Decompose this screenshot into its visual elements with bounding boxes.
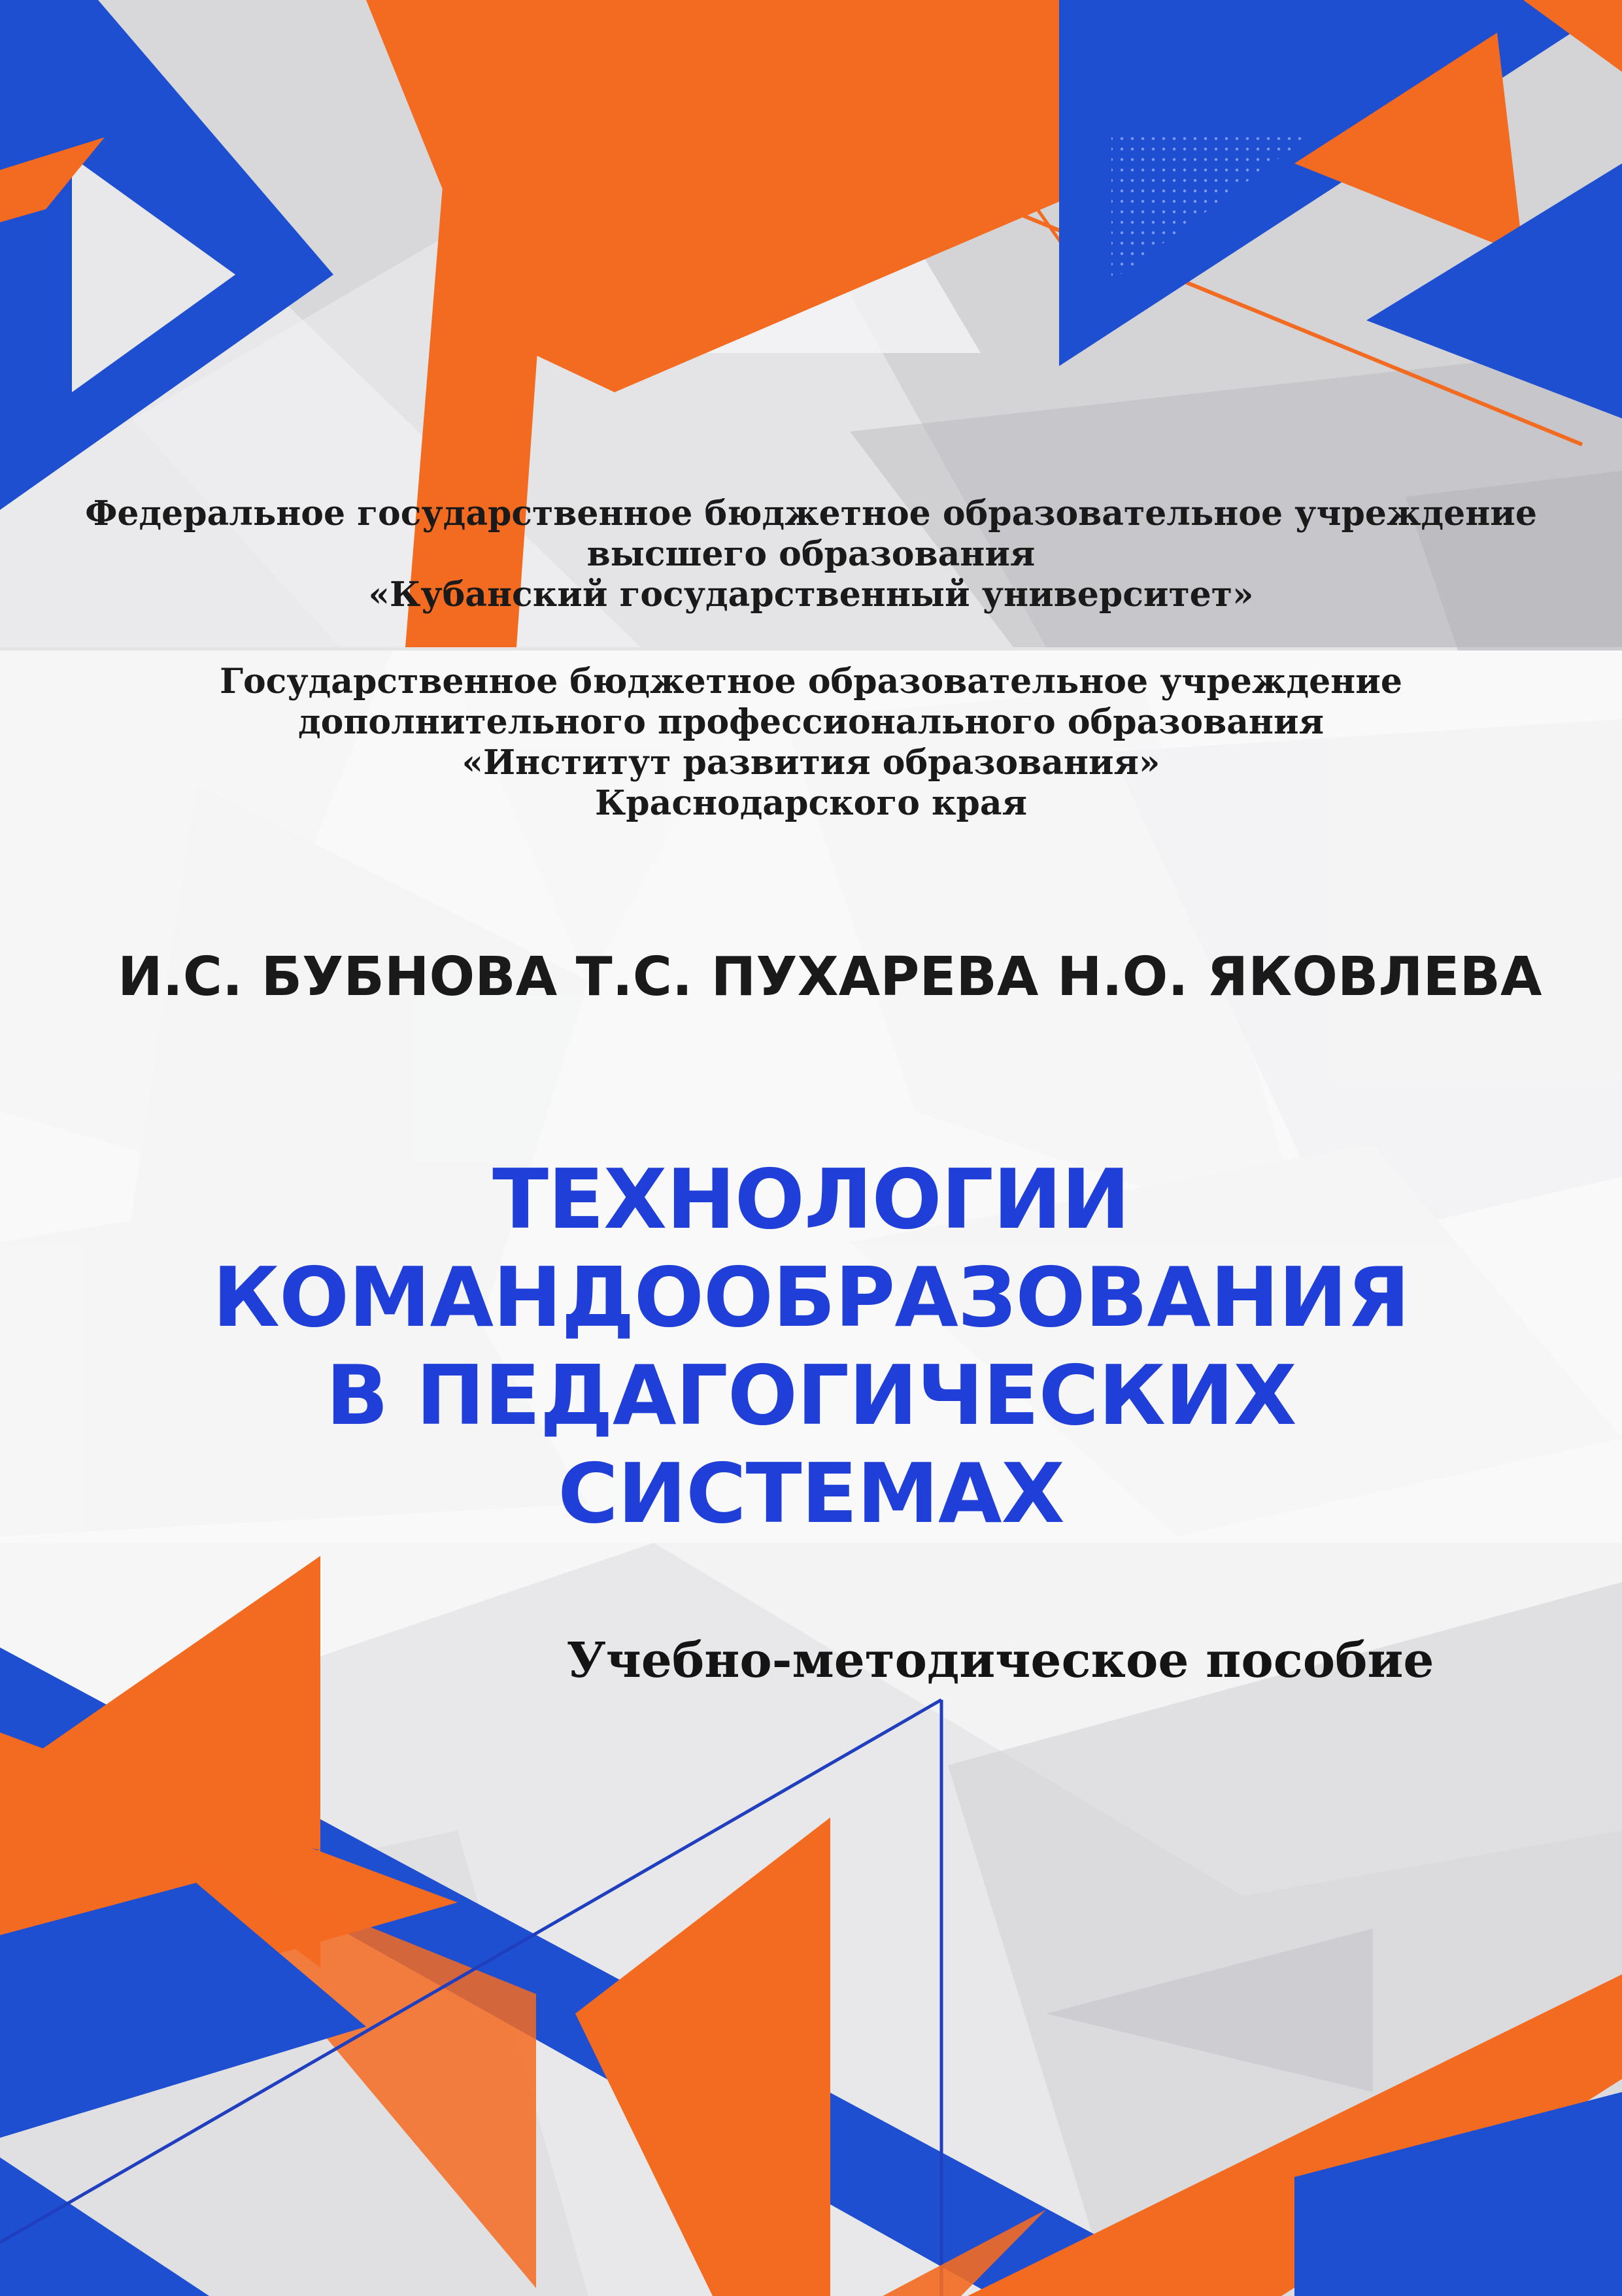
book-type: Учебно-методическое пособие bbox=[566, 1632, 1434, 1689]
title-line: В ПЕДАГОГИЧЕСКИХ bbox=[326, 1347, 1296, 1443]
title-line: КОМАНДООБРАЗОВАНИЯ bbox=[212, 1249, 1410, 1345]
institute-line: дополнительного профессионального образования bbox=[298, 702, 1324, 742]
title-line: СИСТЕМАХ bbox=[558, 1445, 1064, 1542]
institute-name bbox=[0, 662, 1622, 824]
institute-line: Краснодарского края bbox=[594, 783, 1028, 823]
university-line: «Кубанский государственный университет» bbox=[368, 575, 1254, 615]
university-line: Федеральное государственное бюджетное образовательное учреждение bbox=[85, 494, 1537, 533]
authors: И.С. БУБНОВА Т.С. ПУХАРЕВА Н.О. ЯКОВЛЕВА bbox=[118, 946, 1542, 1008]
institute-line: «Институт развития образования» bbox=[462, 743, 1160, 783]
university-line: высшего образования bbox=[586, 534, 1036, 574]
university-name bbox=[0, 494, 1622, 615]
title-line: ТЕХНОЛОГИИ bbox=[492, 1151, 1130, 1247]
book-title bbox=[0, 1151, 1622, 1543]
institute-line: Государственное бюджетное образовательное учреждение bbox=[220, 662, 1402, 701]
